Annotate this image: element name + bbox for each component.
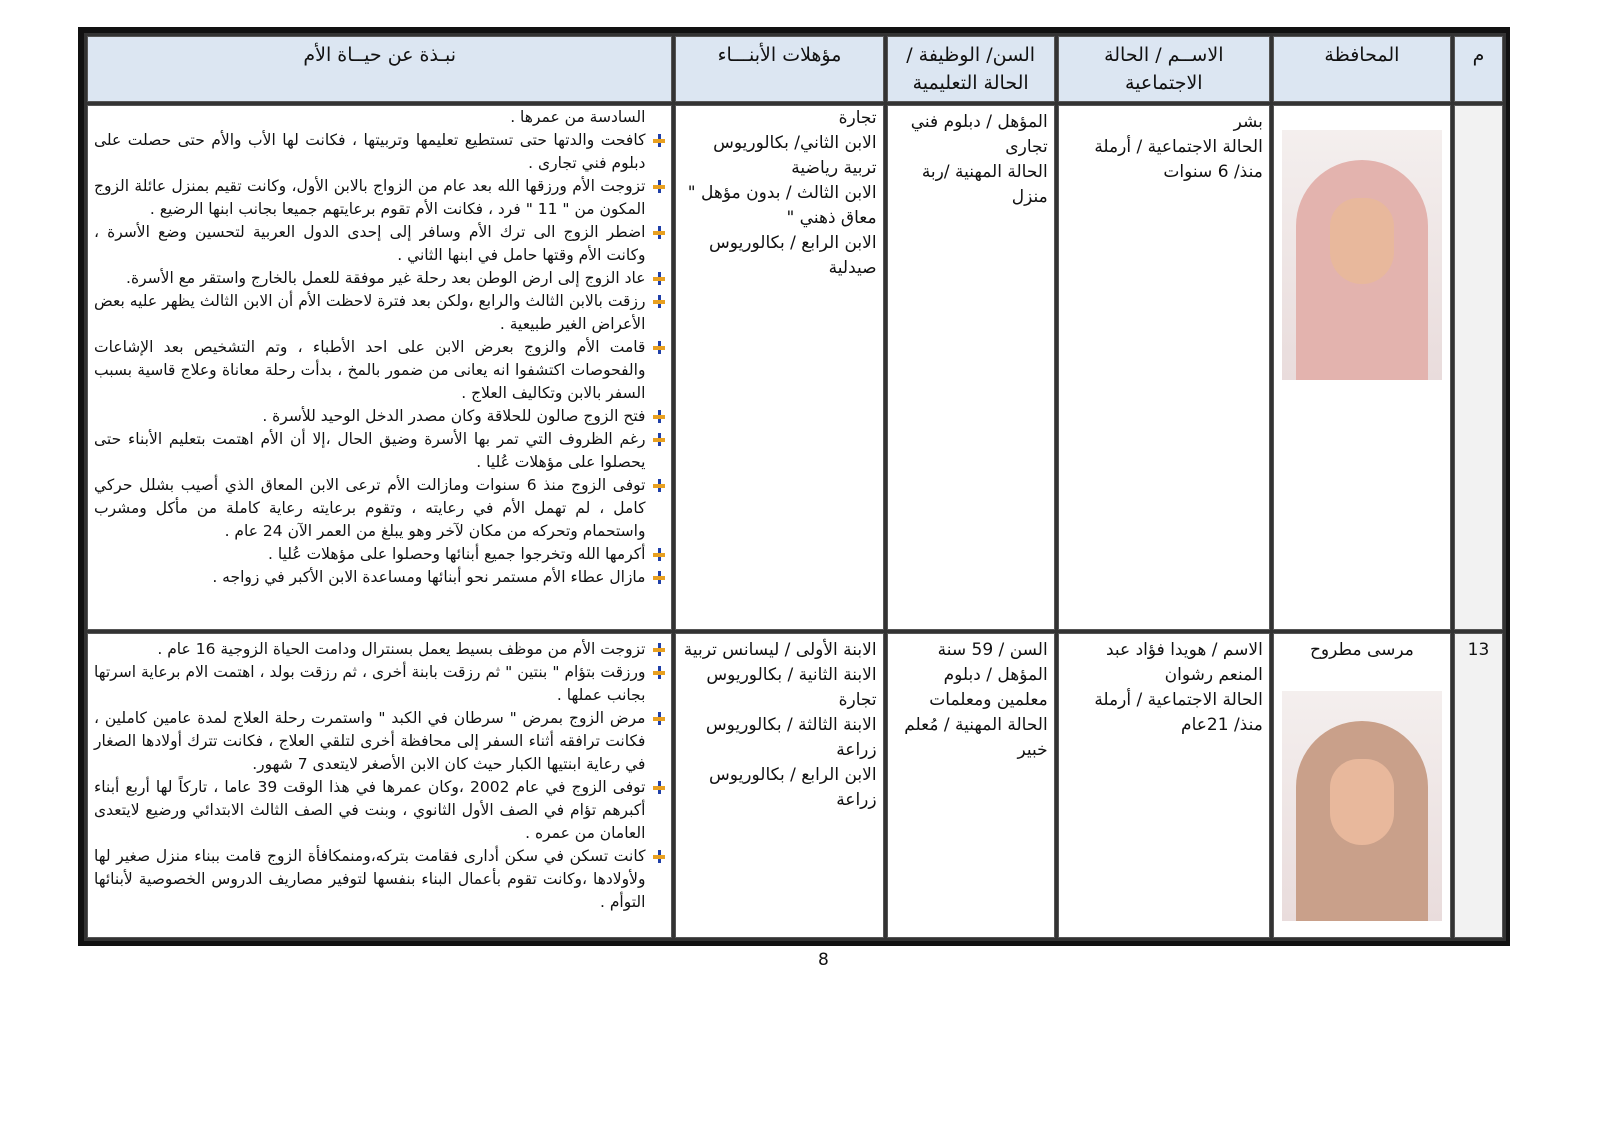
- page-number: 8: [818, 950, 829, 970]
- bio-line: السادسة من عمرها .: [510, 108, 646, 126]
- name-cell: [1058, 105, 1270, 630]
- header-bio: نبـذة عن حيــاة الأم: [87, 36, 672, 102]
- governorate-cell: [1273, 105, 1451, 630]
- bio-text: توفى الزوج في عام 2002 ،وكان عمرها في هذا الوقت 39 عاما ، تاركاً لها أربع أبناء أكبرهم تؤام في الصف الأول الثانوي ، وبنت في الصف الثالث الابتدائي ورضيع لايتعدى العامان من عمره .: [94, 778, 646, 842]
- bio-item: [94, 566, 665, 589]
- bio-text: قامت الأم والزوج بعرض الابن على احد الأطباء ، وتم التشخيص بعد الإشاعات والفحوصات اكتشفوا انه يعانى من ضمور بالمخ ، بدأت رحلة معاناة وعلاج قاسية بسبب السفر بالابن وتكاليف العلاج .: [94, 338, 646, 402]
- bio-text: رزقت بالابن الثالث والرابع ،ولكن بعد فترة لاحظت الأم أن الابن الثالث يظهر عليه بعض الأعراض الغير طبيعية .: [94, 292, 646, 333]
- bullet-icon: [653, 226, 665, 239]
- bio-item: [94, 661, 665, 707]
- bio-item: [94, 428, 665, 474]
- bio-item: [94, 543, 665, 566]
- bullet-icon: [653, 850, 665, 863]
- bullet-icon: [653, 548, 665, 561]
- header-children: مؤهلات الأبنـــاء: [675, 36, 883, 102]
- bullet-icon: [653, 180, 665, 193]
- bio-item: [94, 474, 665, 543]
- mothers-table: [84, 33, 1506, 941]
- child: تجارة: [838, 108, 877, 128]
- age-cell: [887, 633, 1055, 938]
- bio-item: [94, 175, 665, 221]
- table-row: [87, 633, 1503, 938]
- bio-cell: [87, 633, 672, 938]
- name-line: الاسم / هويدا فؤاد عبد المنعم رشوان: [1106, 640, 1263, 685]
- bio-text: توفى الزوج منذ 6 سنوات ومازالت الأم ترعى الابن المعاق الذي أصيب بشلل حركي كامل ، لم تهمل الأم في رعايته ، وتقوم برعايته رعاية كاملة من مأكل ومشرب واستحمام وتحركه من مكان لآخر وهو يبلغ من العمر الآن 24 عام .: [94, 476, 646, 540]
- bullet-icon: [653, 341, 665, 354]
- bio-text: فتح الزوج صالون للحلاقة وكان مصدر الدخل الوحيد للأسرة .: [262, 407, 646, 425]
- bio-text: تزوجت الأم من موظف بسيط يعمل بسنترال ودامت الحياة الزوجية 16 عام .: [157, 640, 646, 658]
- bio-text: أكرمها الله وتخرجوا جميع أبنائها وحصلوا على مؤهلات عُليا .: [268, 545, 646, 563]
- header-row: [87, 36, 1503, 102]
- bio-text: اضطر الزوج الى ترك الأم وسافر إلى إحدى الدول العربية لتحسين وضع الأسرة ، وكانت الأم وقتها حامل في ابنها الثاني .: [94, 223, 646, 264]
- bio-text: كافحت والدتها حتى تستطيع تعليمها وتربيتها ، فكانت لها الأب والأم حتى حصلت على دبلوم فني تجارى .: [94, 131, 646, 172]
- header-governorate: المحافظة: [1273, 36, 1451, 102]
- row-number: 13: [1454, 633, 1503, 938]
- qualification: المؤهل / دبلوم فني تجارى: [910, 112, 1048, 157]
- governorate-cell: [1273, 633, 1451, 938]
- child: الابن الرابع / بكالوريوس صيدلية: [709, 233, 877, 278]
- bio-item: [94, 707, 665, 776]
- bullet-icon: [653, 712, 665, 725]
- age: السن / 59 سنة: [937, 640, 1048, 660]
- bio-cell: [87, 105, 672, 630]
- occupation: الحالة المهنية / مُعلم خبير: [904, 715, 1048, 760]
- governorate: مرسى مطروح: [1309, 640, 1414, 660]
- row-number: [1454, 105, 1503, 630]
- children-cell: [675, 105, 883, 630]
- bio-item: [94, 129, 665, 175]
- since: منذ/ 6 سنوات: [1163, 162, 1263, 182]
- marital-status: الحالة الاجتماعية / أرملة: [1094, 137, 1263, 157]
- age-cell: [887, 105, 1055, 630]
- bullet-icon: [653, 666, 665, 679]
- bullet-icon: [653, 571, 665, 584]
- bio-text: مرض الزوج بمرض " سرطان في الكبد " واستمرت رحلة العلاج لمدة عامين كاملين ، فكانت ترافقه أثناء السفر إلى محافظة أخرى لتلقي العلاج ، فكانت تترك أولادها الصغار في رعاية ابنتيها الكبار حيث كان الابن الأصغر لايتعدى 7 شهور.: [94, 709, 646, 773]
- bio-text: تزوجت الأم ورزقها الله بعد عام من الزواج بالابن الأول، وكانت تقيم بمنزل عائلة الزوج المكون من " 11 " فرد ، فكانت الأم تقوم برعايتهم جميعا بجانب ابنها الرضيع .: [94, 177, 646, 218]
- since: منذ/ 21عام: [1181, 715, 1263, 735]
- table-row: [87, 105, 1503, 630]
- bullet-icon: [653, 643, 665, 656]
- bullet-icon: [653, 134, 665, 147]
- bio-text: مازال عطاء الأم مستمر نحو أبنائها ومساعدة الابن الأكبر في زواجه .: [212, 568, 646, 586]
- child: الابن الثالث / بدون مؤهل " معاق ذهني ": [687, 183, 877, 228]
- header-age: السن/ الوظيفة / الحالة التعليمية: [887, 36, 1055, 102]
- bullet-icon: [653, 781, 665, 794]
- child: الابن الرابع / بكالوريوس زراعة: [709, 765, 877, 810]
- child: الابنة الأولى / ليسانس تربية: [683, 640, 877, 660]
- bio-item: [94, 776, 665, 845]
- bio-item: [94, 405, 665, 428]
- name-cell: [1058, 633, 1270, 938]
- bio-item: [94, 221, 665, 267]
- bio-item: [94, 267, 665, 290]
- bio-text: عاد الزوج إلى ارض الوطن بعد رحلة غير موفقة للعمل بالخارج واستقر مع الأسرة.: [126, 269, 646, 287]
- bio-text: ورزقت بتؤام " بنتين " ثم رزقت بابنة أخرى ، ثم رزقت بولد ، اهتمت الام برعاية اسرتها بجانب عملها .: [94, 663, 646, 704]
- bio-item: [94, 638, 665, 661]
- bullet-icon: [653, 433, 665, 446]
- bullet-icon: [653, 410, 665, 423]
- header-m: م: [1454, 36, 1503, 102]
- child: الابنة الثالثة / بكالوريوس زراعة: [705, 715, 877, 760]
- children-cell: [675, 633, 883, 938]
- bio-text: رغم الظروف التي تمر بها الأسرة وضيق الحال ،إلا أن الأم اهتمت بتعليم الأبناء حتى يحصلوا على مؤهلات عُليا .: [94, 430, 646, 471]
- child: الابن الثاني/ بكالوريوس تربية رياضية: [713, 133, 877, 178]
- bio-item: [94, 336, 665, 405]
- header-name: الاســم / الحالة الاجتماعية: [1058, 36, 1270, 102]
- marital-status: الحالة الاجتماعية / أرملة: [1094, 690, 1263, 710]
- bullet-icon: [653, 272, 665, 285]
- mother-photo: [1282, 691, 1442, 921]
- bio-item: [94, 290, 665, 336]
- bullet-icon: [653, 295, 665, 308]
- bullet-icon: [653, 479, 665, 492]
- child: الابنة الثانية / بكالوريوس تجارة: [706, 665, 877, 710]
- bio-text: كانت تسكن في سكن أدارى فقامت بتركه،ومنمكافأة الزوج قامت ببناء منزل صغير لها ولأولادها ،وكانت تقوم بأعمال البناء بنفسها لتوفير مصاريف الدروس الخصوصية لأبنائها التوأم .: [94, 847, 646, 911]
- mother-photo: [1282, 130, 1442, 380]
- qualification: المؤهل / دبلوم معلمين ومعلمات: [929, 665, 1048, 710]
- occupation: الحالة المهنية /ربة منزل: [921, 162, 1048, 207]
- bio-item: [94, 845, 665, 914]
- name-line: بشر: [1233, 112, 1263, 132]
